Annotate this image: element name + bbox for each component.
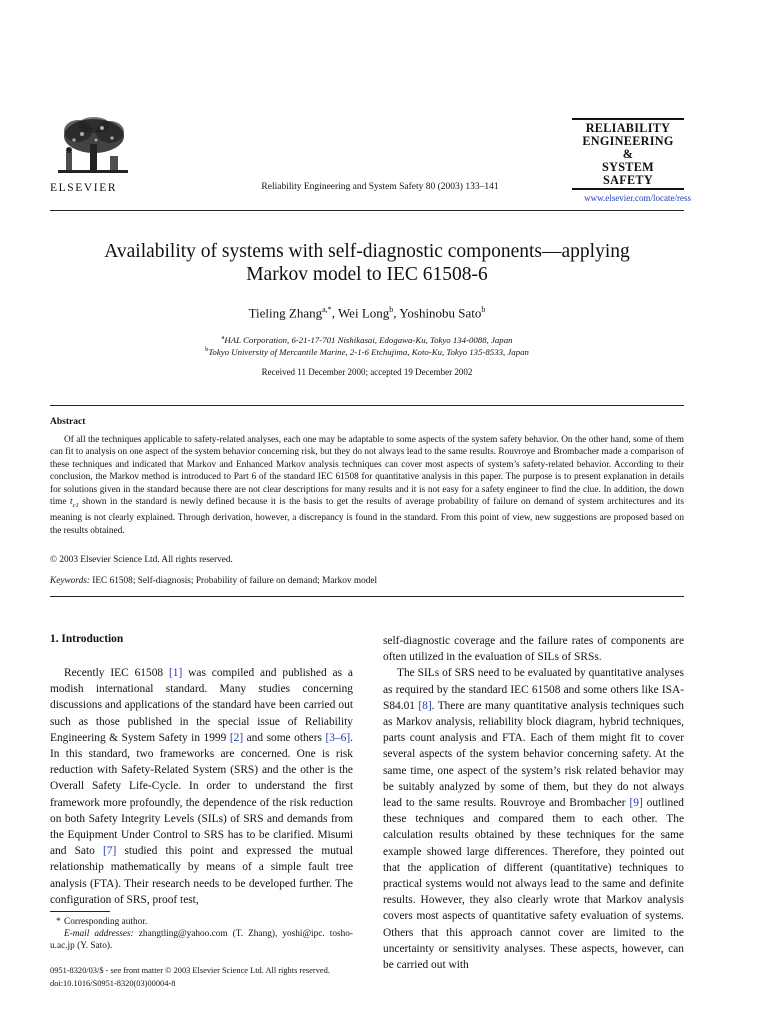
elsevier-tree-logo-icon: [52, 116, 134, 178]
brand-line: ENGINEERING: [582, 134, 674, 148]
author-name: Wei Long: [337, 305, 390, 321]
received-dates: Received 11 December 2000; accepted 19 December 2002: [261, 367, 473, 377]
abstract-heading: Abstract: [50, 417, 86, 427]
publisher-name: ELSEVIER: [50, 182, 118, 194]
brand-line: RELIABILITY: [585, 121, 671, 135]
body-text: and some others: [243, 731, 326, 744]
abstract-rule-bottom: [50, 596, 684, 597]
author-affil-mark: b: [389, 305, 394, 314]
affiliation-text: Tokyo University of Mercantile Marine, 2-1-6 Etchujima, Koto-Ku, Tokyo 135-8533, Japan: [208, 346, 529, 357]
body-text: was compiled and published as a modish international standard. Many studies concerning discussions and applications of the standard have been carried out such as those published in the special issue of Reliability Engineering & System Safety in 1999: [50, 667, 353, 744]
abstract-copyright: © 2003 Elsevier Science Ltd. All rights reserved.: [50, 555, 233, 565]
footnote-mark: *: [56, 917, 61, 927]
abstract-text: Of all the techniques applicable to safety-related analyses, each one may be adaptable to some aspects of the system safety behavior. On the other hand, some of them can fit to analysis on one aspect of the system behavior concerning risk, but they do not always lead to the same results. Rouvroye and Brombacher made a comparison of these techniques and indicated that Markov and Enhanced Markov analysis techniques can cover most aspects of system’s safety-related behavior. According to their conclusion, the Markov method is introduced to Part 6 of the standard IEC 61508 for quantitative analysis in this paper. The purpose is to present explanation in details for solutions given in the standard because there are not clear descriptions for many results and it is not easy for a safety engineer to find the clue. In addition, the down time: [50, 435, 684, 508]
brand-rule-top: [572, 118, 684, 120]
article-title: [50, 240, 684, 286]
body-text: . In this standard, two frameworks are concerned. One is risk reduction with Safety-Related System (SRS) and the other is the Overall Safety Life-Cycle. In order to understand the first framework more profoundly, the dependence of the risk reduction on both Safety Integrity Levels (SILs) of SRS and demands from the Equipment Under Control to SRS has to be clarified. Misumi and Sato: [50, 731, 354, 858]
email-addresses: zhangtling@yahoo.com (T. Zhang), yoshi@ipc. tosho-u.ac.jp (Y. Sato).: [50, 928, 353, 951]
author-name: Tieling Zhang: [248, 305, 323, 321]
affiliation-text: HAL Corporation, 6-21-17-701 Nishikasai, Edogawa-Ku, Tokyo 134-0088, Japan: [224, 334, 513, 345]
author-sep: ,: [393, 305, 400, 321]
footnote-rule: [50, 911, 110, 912]
body-text: Recently IEC 61508: [64, 667, 169, 679]
affiliation: [50, 346, 684, 357]
brand-line: SYSTEM: [602, 160, 654, 174]
symbol-t: t: [70, 497, 73, 508]
journal-reference: Reliability Engineering and System Safety 80 (2003) 133–141: [261, 182, 499, 192]
body-paragraph: self-diagnostic coverage and the failure rates of components are often utilized in the evaluation of SILs of SRSs.: [383, 635, 684, 664]
right-column-body: [383, 633, 684, 973]
reference-link[interactable]: [1]: [168, 667, 183, 679]
body-text: . There are many quantitative analysis techniques such as Markov analysis, reliability block diagram, hybrid techniques, parts count analysis and FTA. Each of them might fit to cover several aspects of the system behavior concerning safety. At the same time, one aspect of the system’s risk related behavior may be suitably analyzed by some of them, but they do not always lead to the same results. Rouvroye and Brombacher: [383, 699, 684, 810]
header-rule: [50, 210, 684, 211]
footnote: [50, 917, 353, 952]
body-text: outlined these techniques and compared them to each other. The calculation results obtained by these techniques for the same example showed large differences. Therefore, they pointed out that the application of different (quantitative) techniques to practical systems would not always lead to the same and definite results. However, they also clearly wrote that Markov analysis covers most aspects of quantitative safety evaluation of systems. Others that this approach cannot cover are limited to the uncertainty or sensitivity analyses. These aspects, however, can be carried out with: [383, 797, 684, 972]
left-column-body: [50, 665, 353, 908]
body-text: studied this point and expressed the mutual relationship mathematically by means of a simple fault tree analysis (FTA). Their research needs to be developed further. The configuration of SRS, proof test,: [50, 845, 353, 906]
title-line: Markov model to IEC 61508-6: [246, 264, 488, 285]
brand-line: &: [622, 147, 634, 161]
journal-url-link[interactable]: www.elsevier.com/locate/ress: [584, 193, 691, 203]
author-sep: ,: [331, 305, 338, 321]
email-label: E-mail addresses:: [64, 928, 134, 939]
footnote-text: Corresponding author.: [64, 917, 148, 927]
journal-brand: [572, 122, 684, 187]
doi-line: doi:10.1016/S0951-8320(03)00004-8: [50, 979, 176, 988]
reference-link[interactable]: [7]: [103, 845, 117, 858]
reference-link[interactable]: [9]: [629, 797, 643, 810]
abstract-body: [50, 434, 684, 537]
author-list: [50, 305, 684, 321]
author-affil-mark: a,*: [322, 305, 332, 314]
affiliation-mark: b: [205, 346, 209, 353]
abstract-rule-top: [50, 405, 684, 406]
brand-rule-bottom: [572, 188, 684, 190]
author-name: Yoshinobu Sato: [399, 305, 482, 321]
keywords-label: Keywords:: [50, 576, 90, 586]
title-line: Availability of systems with self-diagnostic components—applying: [104, 241, 630, 262]
abstract-text: shown in the standard is newly defined because it is the basis to get the results of average probability of failure on demand of system architectures and its meaning is not clearly explained. Through derivation, however, a discrepancy is found in the standard. From this point of view, new suggestions are proposed based on the results obtained.: [50, 497, 684, 536]
affiliation-mark: a: [221, 334, 225, 341]
brand-line: SAFETY: [603, 173, 653, 187]
reference-link[interactable]: [3–6]: [325, 731, 351, 744]
front-matter-line: 0951-8320/03/$ - see front matter © 2003 Elsevier Science Ltd. All rights reserved.: [50, 966, 330, 975]
reference-link[interactable]: [8]: [418, 699, 432, 712]
keywords-list: IEC 61508; Self-diagnosis; Probability of failure on demand; Markov model: [89, 576, 378, 586]
body-text: The SILs of SRS need to be evaluated by quantitative analyses as required by the standard IEC 61508 and some others like ISA-S84.01: [383, 667, 684, 712]
section-heading: 1. Introduction: [50, 633, 124, 645]
affiliation: [50, 334, 684, 345]
symbol-subscript: c1: [72, 501, 79, 509]
reference-link[interactable]: [2]: [229, 731, 244, 744]
keywords: [50, 576, 377, 586]
author-affil-mark: b: [481, 305, 486, 314]
